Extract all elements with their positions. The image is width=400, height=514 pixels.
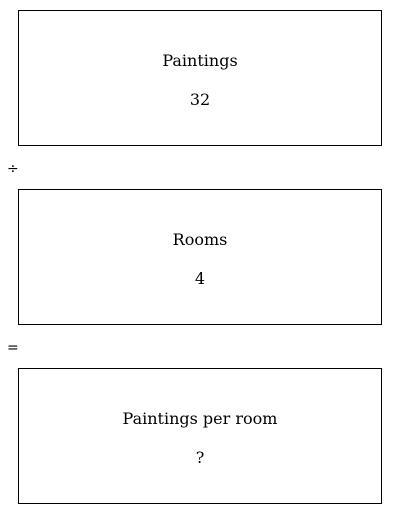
paintings-per-room-label: Paintings per room — [122, 409, 278, 428]
paintings-label: Paintings — [162, 51, 238, 70]
rooms-value: 4 — [194, 269, 206, 288]
rooms-box — [18, 189, 382, 325]
divide-operator: ÷ — [7, 161, 19, 177]
paintings-box — [18, 10, 382, 146]
paintings-per-room-value: ? — [195, 448, 205, 467]
paintings-value: 32 — [189, 90, 211, 109]
equals-operator: = — [7, 340, 19, 356]
paintings-per-room-box — [18, 368, 382, 504]
rooms-label: Rooms — [172, 230, 228, 249]
